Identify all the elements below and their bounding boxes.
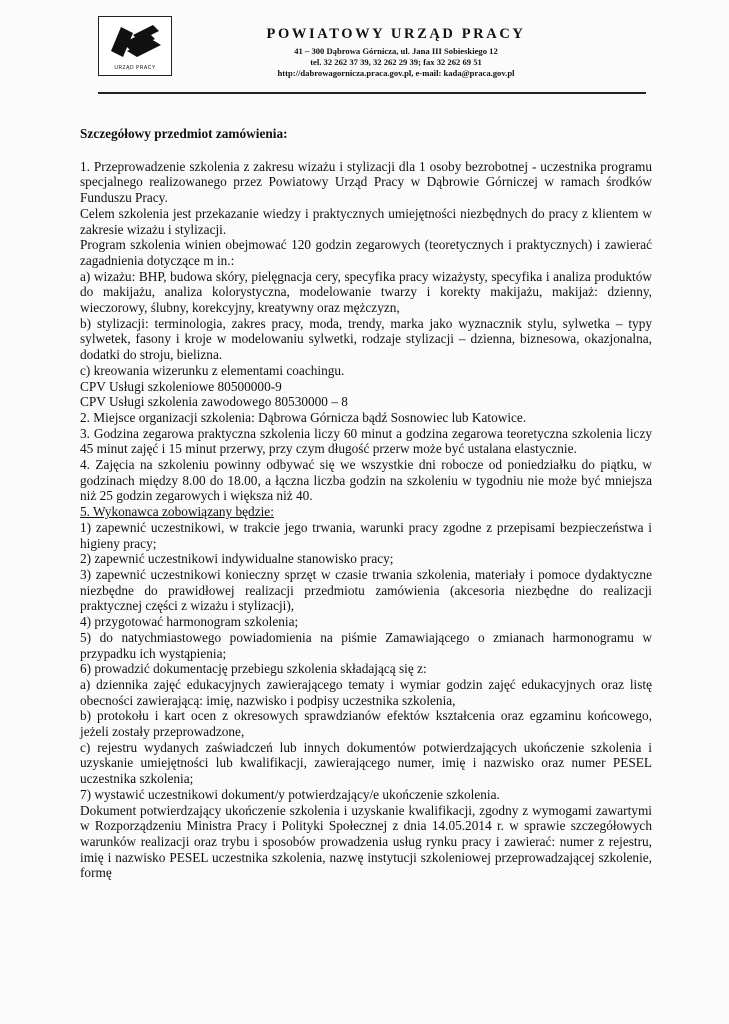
paragraph-program-hours: Program szkolenia winien obejmować 120 godzin zegarowych (teoretycznych i praktycznych) i zawierać zagadnienia dotyczące m in.: <box>80 237 652 268</box>
paragraph-hour-definition: 3. Godzina zegarowa praktyczna szkolenia liczy 60 minut a godzina zegarowa teoretyczna szkolenia liczy 45 minut zajęć i 15 minut przerwy, przy czym długość przerw może być ustalana elastycznie. <box>80 425 652 457</box>
obligation-7: 7) wystawić uczestnikowi dokument/y potwierdzający/e ukończenie szkolenia. <box>80 786 500 802</box>
obligation-6c: c) rejestru wydanych zaświadczeń lub innych dokumentów potwierdzających ukończenie szkolenia i uzyskanie umiejętności lub kwalifikacji, zawierającego numer, imię i nazwisko oraz numer PESEL uczestnika szkolenia; <box>80 739 652 787</box>
paragraph-coaching: c) kreowania wizerunku z elementami coachingu. <box>80 362 345 378</box>
office-name: POWIATOWY URZĄD PRACY <box>266 26 526 42</box>
logo-caption: URZĄD PRACY <box>114 65 156 71</box>
paragraph-schedule: 4. Zajęcia na szkoleniu powinny odbywać się we wszystkie dni robocze od poniedziałku do piątku, w godzinach między 8.00 do 18.00, a łączna liczba godzin na szkoleniu w tygodniu nie może być mniejsza niż 25 godzin zegarowych i większa niż 40. <box>80 457 652 504</box>
paragraph-cpv-1: CPV Usługi szkoleniowe 80500000-9 <box>80 378 282 394</box>
obligation-4: 4) przygotować harmonogram szkolenia; <box>80 614 299 630</box>
document-title: Szczegółowy przedmiot zamówienia: <box>80 126 288 141</box>
paragraph-certificate: Dokument potwierdzający ukończenie szkolenia i uzyskanie kwalifikacji, zgodny z wymogami zawartymi w Rozporządzeniu Ministra Pracy i Polityki Społecznej z dnia 14.05.2014 r. w sprawie szczegółowych warunków realizacji oraz trybu i sposobów prowadzenia usług rynku pracy i zawierać: numer z rejestru, imię i nazwisko PESEL uczestnika szkolenia, nazwę instytucji szkoleniowej przeprowadzającej szkolenie, formę <box>80 802 652 881</box>
obligation-5: 5) do natychmiastowego powiadomienia na piśmie Zamawiającego o zmianach harmonogramu w przypadku ich wystąpienia; <box>80 629 652 661</box>
office-details <box>186 26 606 79</box>
paragraph-contractor-obligations-heading: 5. Wykonawca zobowiązany będzie: <box>80 504 274 520</box>
header-divider <box>98 92 646 94</box>
obligation-3: 3) zapewnić uczestnikowi konieczny sprzęt w czasie trwania szkolenia, materiały i pomoce dydaktyczne niezbędne do prawidłowej realizacji przedmiotu zamówienia (akcesoria niezbędne do realizacji praktycznej części z wizażu i stylizacji), <box>80 566 652 614</box>
office-web-email: http://dabrowagornicza.praca.gov.pl, e-mail: kada@praca.gov.pl <box>277 68 515 78</box>
paragraph-visage-topics: a) wizażu: BHP, budowa skóry, pielęgnacja cery, specyfika pracy wizażysty, specyfika i analiza produktów do makijażu, analiza kolorystyczna, modelowanie twarzy i korekty makijażu, makijaż: dzienny, wieczorowy, ślubny, korekcyjny, kreatywny oraz mężczyzn, <box>80 268 652 316</box>
obligation-6b: b) protokołu i kart ocen z okresowych sprawdzianów efektów kształcenia oraz egzaminu końcowego, jeżeli zostały przeprowadzone, <box>80 708 652 740</box>
arrows-logo-icon <box>107 21 165 61</box>
obligation-6: 6) prowadzić dokumentację przebiegu szkolenia składającą się z: <box>80 661 427 677</box>
paragraph-training-scope: 1. Przeprowadzenie szkolenia z zakresu wizażu i stylizacji dla 1 osoby bezrobotnej - uczestnika programu specjalnego realizowanego przez Powiatowy Urząd Pracy w Dąbrowie Górniczej w ramach środków Funduszu Pracy. <box>80 158 652 206</box>
obligation-1: 1) zapewnić uczestnikowi, w trakcie jego trwania, warunki pracy zgodne z przepisami bezpieczeństwa i higieny pracy; <box>80 519 652 551</box>
office-address: 41 – 300 Dąbrowa Górnicza, ul. Jana III Sobieskiego 12 <box>294 46 498 56</box>
letterhead <box>0 0 729 100</box>
paragraph-styling-topics: b) stylizacji: terminologia, zakres pracy, moda, trendy, marka jako wyznacznik stylu, sylwetka – typy sylwetek, fasony i kroje w modelowaniu sylwetki, rodzaje stylizacji – dzienna, biznesowa, okazjonalna, dodatki do stroju, bielizna. <box>80 315 652 363</box>
paragraph-training-goal: Celem szkolenia jest przekazanie wiedzy i praktycznych umiejętności niezbędnych do pracy z klientem w zakresie wizażu i stylizacji. <box>80 205 652 237</box>
paragraph-location: 2. Miejsce organizacji szkolenia: Dąbrowa Górnicza bądź Sosnowiec lub Katowice. <box>80 409 527 425</box>
office-logo <box>98 16 172 76</box>
paragraph-cpv-2: CPV Usługi szkolenia zawodowego 80530000 – 8 <box>80 394 348 410</box>
office-phone: tel. 32 262 37 39, 32 262 29 39; fax 32 262 69 51 <box>310 57 482 67</box>
obligation-2: 2) zapewnić uczestnikowi indywidualne stanowisko pracy; <box>80 551 394 567</box>
document-body <box>80 126 652 881</box>
obligation-6a: a) dziennika zajęć edukacyjnych zawierającego tematy i wymiar godzin zajęć edukacyjnych oraz listę obecności zawierającą: imię, nazwisko i podpisy uczestnika szkolenia, <box>80 676 652 708</box>
